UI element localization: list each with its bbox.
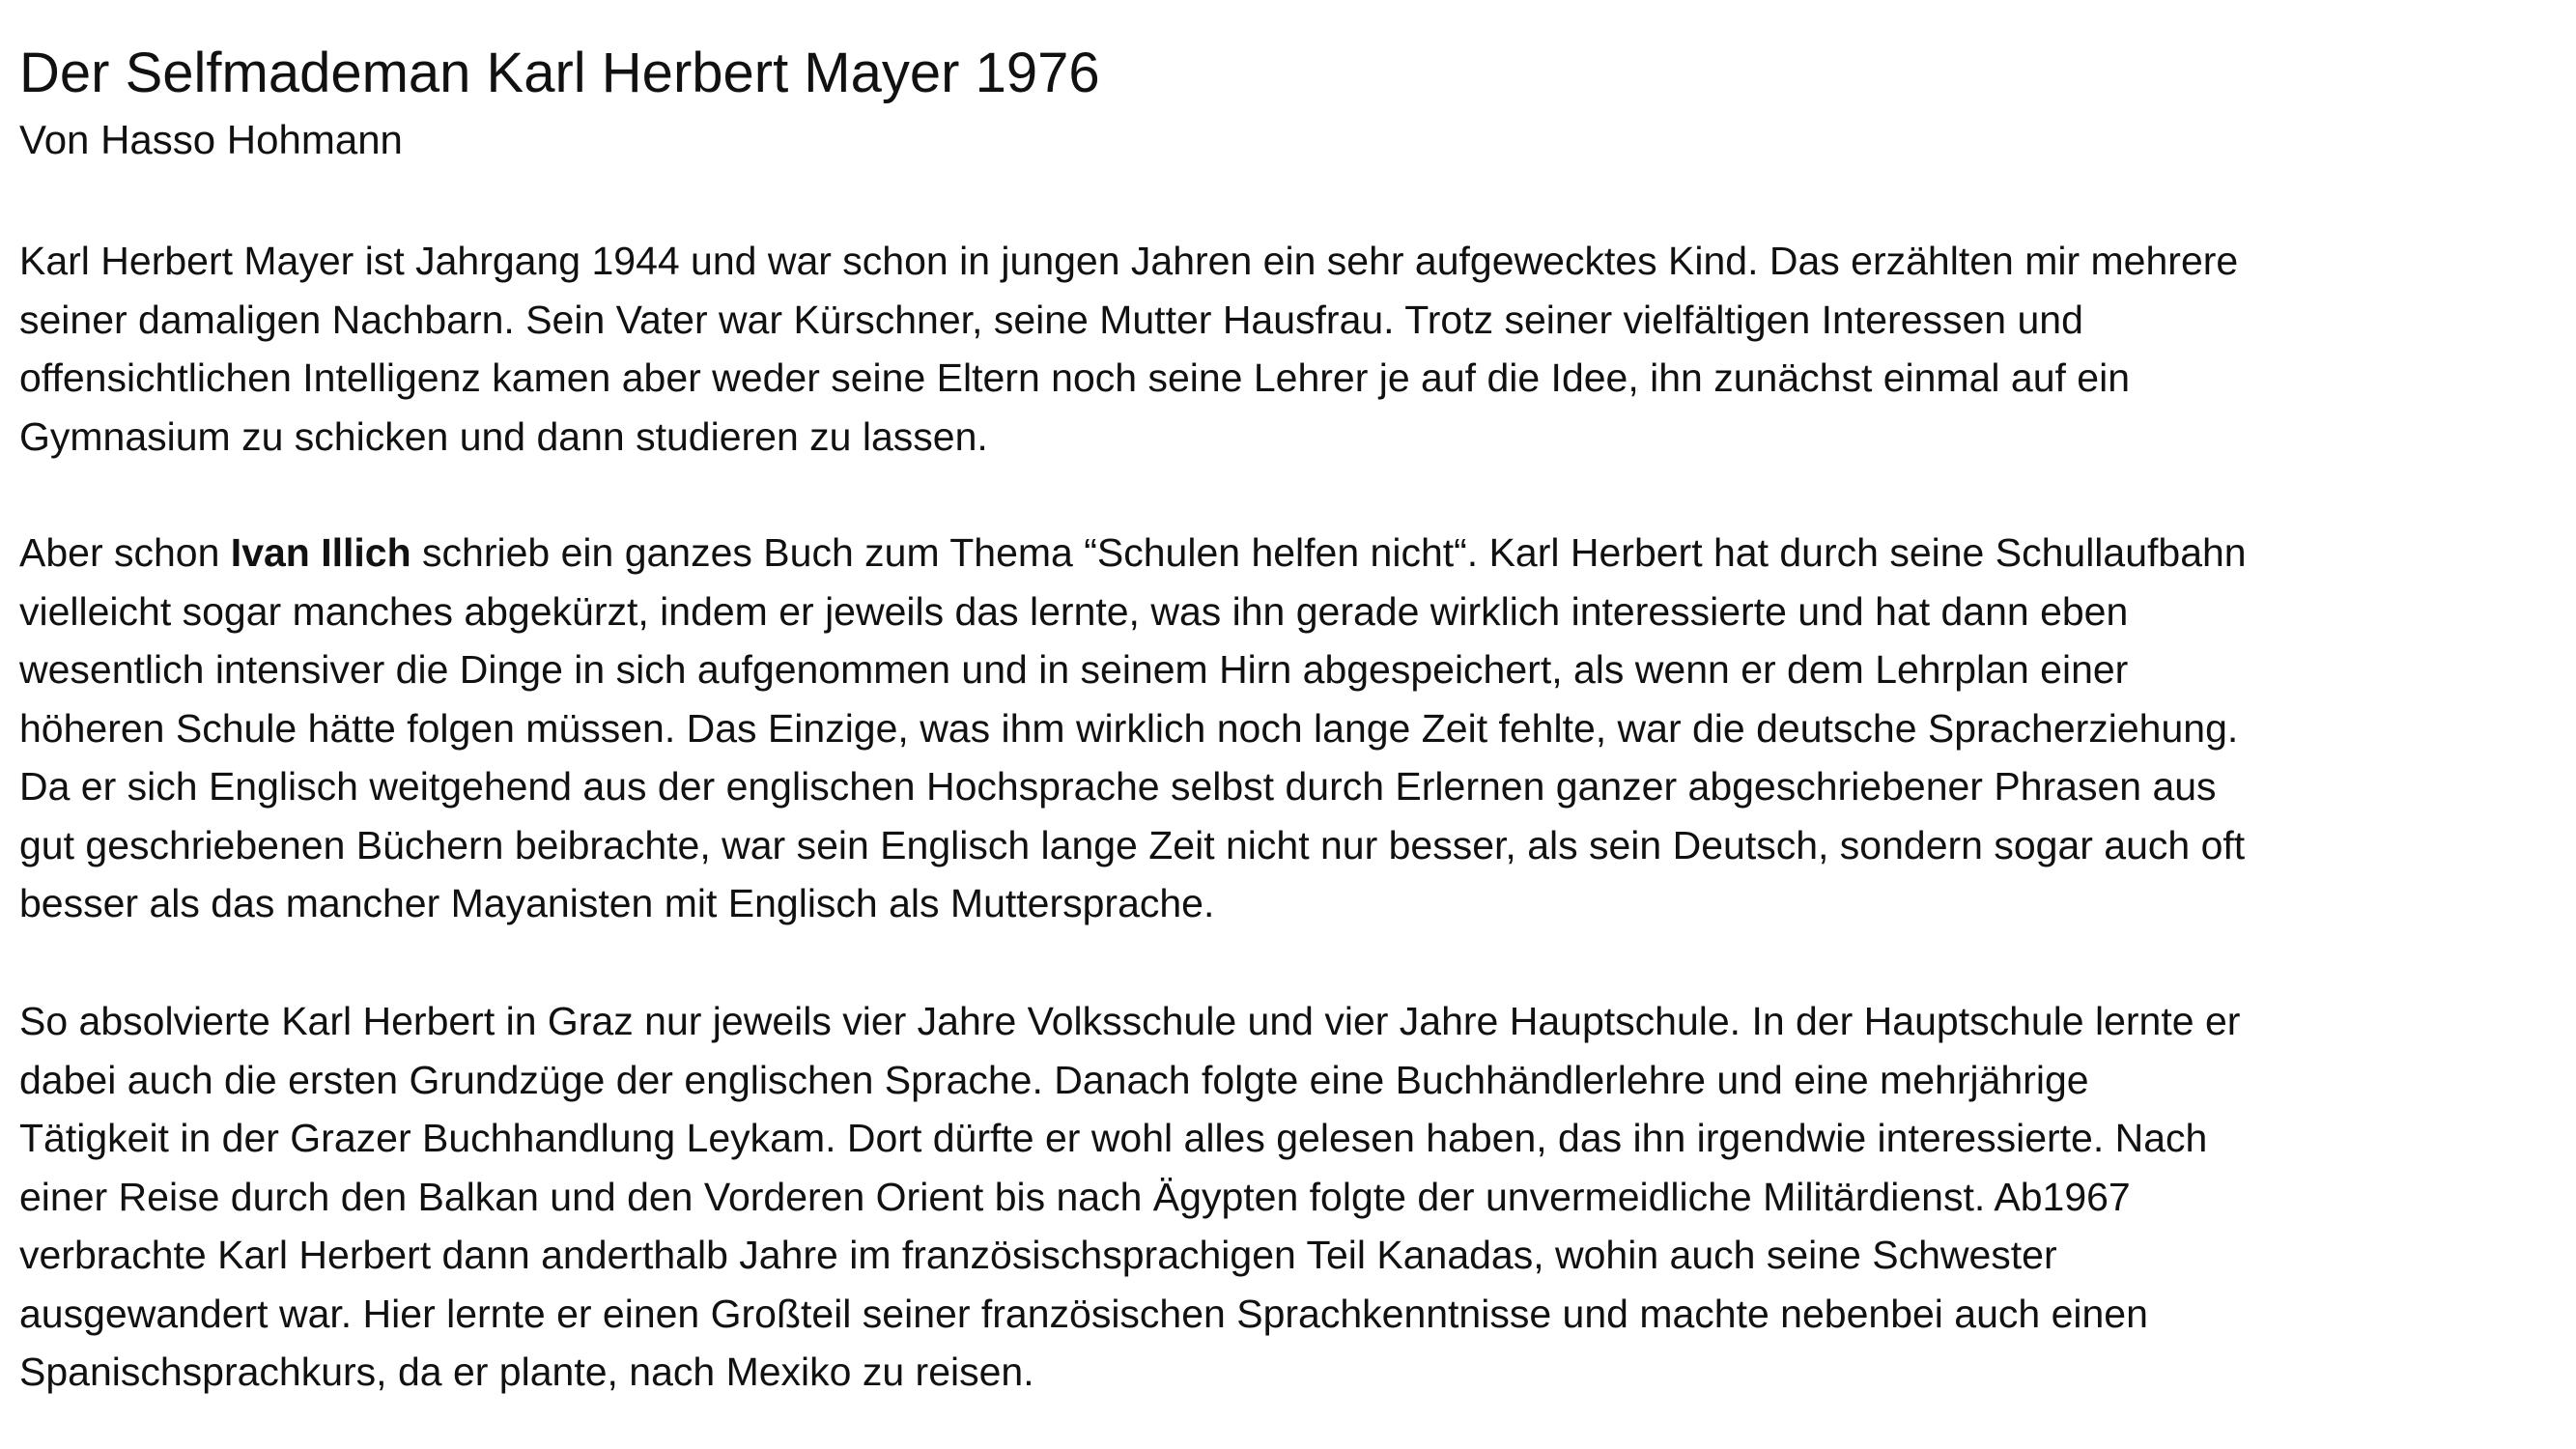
author-byline: Von Hasso Hohmann <box>19 117 403 162</box>
bold-name: Ivan Illich <box>230 530 411 575</box>
paragraph-line: So absolvierte Karl Herbert in Graz nur jeweils vier Jahre Volksschule und vier Jahre Hauptschule. In der Hauptschule lernte er <box>19 999 2241 1043</box>
paragraph-line: offensichtlichen Intelligenz kamen aber weder seine Eltern noch seine Lehrer je auf die Idee, ihn zunächst einmal auf ein <box>19 355 2130 400</box>
line-text: schrieb ein ganzes Buch zum Thema “Schulen helfen nicht“. Karl Herbert hat durch seine Schullaufbahn <box>410 530 2247 575</box>
paragraph-line: Tätigkeit in der Grazer Buchhandlung Leykam. Dort dürfte er wohl alles gelesen haben, das ihn irgendwie interessierte. Nach <box>19 1116 2208 1160</box>
paragraph-line: vielleicht sogar manches abgekürzt, indem er jeweils das lernte, was ihn gerade wirklich interessierte und hat dann eben <box>19 588 2129 634</box>
paragraph-line: einer Reise durch den Balkan und den Vorderen Orient bis nach Ägypten folgte der unvermeidliche Militärdienst. Ab1967 <box>19 1174 2131 1219</box>
paragraph-line: besser als das mancher Mayanisten mit Englisch als Muttersprache. <box>19 881 1215 925</box>
line-text: Aber schon <box>19 530 231 575</box>
paragraph-line: gut geschriebenen Büchern beibrachte, war sein Englisch lange Zeit nicht nur besser, als sein Deutsch, sondern sogar auch oft <box>19 822 2246 867</box>
page-title: Der Selfmademan Karl Herbert Mayer 1976 <box>19 42 1100 104</box>
paragraph-2 <box>19 524 2569 933</box>
paragraph-line: dabei auch die ersten Grundzüge der englischen Sprache. Danach folgte eine Buchhändlerlehre und eine mehrjährige <box>19 1057 2089 1102</box>
paragraph-line: seiner damaligen Nachbarn. Sein Vater war Kürschner, seine Mutter Hausfrau. Trotz seiner vielfältigen Interessen und <box>19 297 2083 342</box>
paragraph-1 <box>19 232 2569 466</box>
paragraph-line: ausgewandert war. Hier lernte er einen Großteil seiner französischen Sprachkenntnisse und machte nebenbei auch einen <box>19 1291 2148 1336</box>
paragraph-line: Karl Herbert Mayer ist Jahrgang 1944 und war schon in jungen Jahren ein sehr aufgewecktes Kind. Das erzählten mir mehrere <box>19 239 2239 283</box>
paragraph-line: Da er sich Englisch weitgehend aus der englischen Hochsprache selbst durch Erlernen ganzer abgeschriebener Phrasen aus <box>19 764 2217 809</box>
paragraph-line: Gymnasium zu schicken und dann studieren zu lassen. <box>19 413 988 459</box>
paragraph-line <box>19 524 2569 582</box>
paragraph-line: wesentlich intensiver die Dinge in sich aufgenommen und in seinem Hirn abgespeichert, als wenn er dem Lehrplan einer <box>19 647 2129 692</box>
paragraph-3 <box>19 992 2569 1402</box>
paragraph-line: höheren Schule hätte folgen müssen. Das Einzige, was ihm wirklich noch lange Zeit fehlte, war die deutsche Spracherziehung. <box>19 705 2239 751</box>
paragraph-line: Spanischsprachkurs, da er plante, nach Mexiko zu reisen. <box>19 1350 1034 1394</box>
paragraph-line: verbrachte Karl Herbert dann anderthalb Jahre im französischsprachigen Teil Kanadas, wohin auch seine Schwester <box>19 1233 2057 1277</box>
